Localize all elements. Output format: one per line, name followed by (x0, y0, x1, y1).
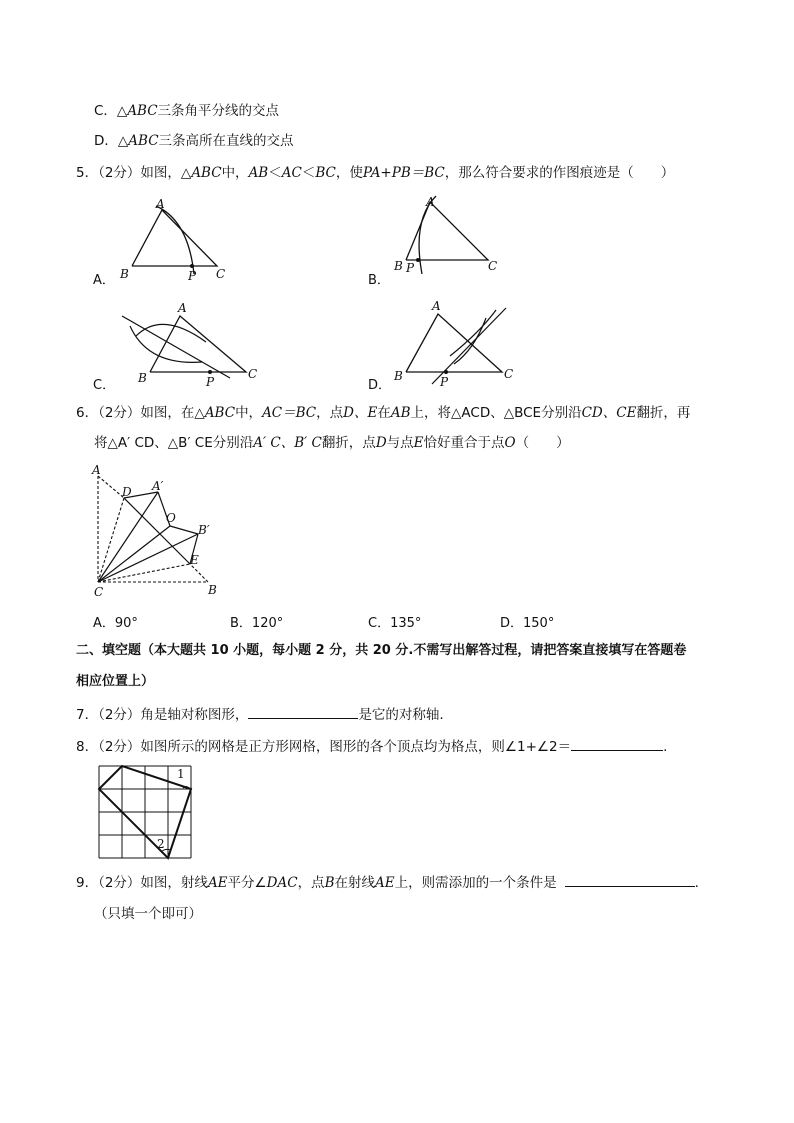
q4-d-tri: ABC (128, 133, 159, 149)
q4-c-tri: ABC (127, 103, 158, 119)
q9-ae2: AE (374, 875, 395, 891)
q5-stem (76, 163, 674, 183)
q7-before: 7．（2分）角是轴对称图形， (76, 707, 249, 723)
q6-label-d: D (122, 485, 132, 499)
q4-option-d (94, 131, 294, 151)
q6-l1-de: D、E (343, 405, 378, 421)
q9-c: ，点 (297, 875, 325, 891)
q5a-label-b: B (120, 267, 129, 281)
q6-l2d: D (375, 435, 387, 451)
q6-l2g: 恰好重合于点 (423, 435, 505, 451)
q6-choice-d[interactable]: D．150° (500, 616, 555, 631)
q5c-bisector (122, 316, 230, 378)
q6-l2a: 将△A′ CD、△B′ CE分别沿 (94, 435, 254, 451)
q6-label-e: E (190, 553, 199, 567)
q5-option-d-label[interactable]: D． (368, 378, 392, 393)
q6-l2e: 与点 (386, 435, 414, 451)
q5b-label-c: C (488, 259, 498, 273)
q6-l1-ab: AB (390, 405, 411, 421)
q4-d-text: 三条高所在直线的交点 (158, 133, 294, 149)
q5-number: 5．（2分）如图，△ (76, 165, 192, 181)
q6-figure (90, 460, 230, 600)
q5c-label-b: B (138, 371, 147, 385)
q5-option-a-label[interactable]: A． (93, 273, 115, 288)
q9-b: 平分∠ (227, 875, 267, 891)
q6-l1d: 在 (377, 405, 391, 421)
q5d-label-p: P (440, 375, 449, 389)
q9-answer-blank[interactable] (565, 872, 695, 887)
q8-after: . (663, 739, 668, 755)
q5a-triangle (132, 210, 217, 266)
q5-ac: AC (281, 165, 302, 181)
q5d-label-c: C (504, 367, 514, 381)
q5-figure-c (118, 298, 278, 388)
q6-ce-dashed (98, 564, 190, 582)
q9-d: 在射线 (334, 875, 375, 891)
q6-label-a: A (92, 463, 101, 477)
q6-stem-line2 (94, 433, 570, 453)
q9-dac: DAC (266, 875, 298, 891)
q7-after: 是它的对称轴. (358, 707, 444, 723)
q6-l1-cd: CD、CE (581, 405, 637, 421)
q9-ae: AE (207, 875, 228, 891)
q5c-point-p (208, 370, 212, 374)
q5c-label-a: A (178, 301, 187, 315)
q6-l1-tri: ABC (204, 405, 236, 421)
q6-ob-prime (170, 526, 198, 534)
q5-option-b-label[interactable]: B． (368, 273, 390, 288)
q7-stem (76, 704, 444, 725)
q5-cond: PA+PB＝BC (362, 165, 445, 181)
section2-heading-line1: 二、填空题（本大题共 10 小题，每小题 2 分，共 20 分.不需写出解答过程，请把答案直接填写在答题卷 (76, 643, 687, 658)
q6-ad-dashed (98, 476, 124, 498)
q5b-label-a: A (426, 195, 435, 209)
q8-stem (76, 736, 667, 757)
q5b-label-b: B (394, 259, 403, 273)
q5-mid1: 中， (221, 165, 249, 181)
q6-stem-line1 (76, 403, 690, 423)
q5b-triangle (406, 202, 488, 260)
q6-l1e: 上，将△ACD、△BCE分别沿 (410, 405, 582, 421)
q4-d-label: D．△ (94, 133, 129, 149)
q5a-point-p (190, 264, 194, 268)
q8-answer-blank[interactable] (571, 736, 663, 751)
q5b-label-p: P (406, 261, 415, 275)
q6-l1-eq: AC＝BC (262, 405, 317, 421)
q5a-arc (156, 206, 194, 274)
q6-l2f: E (413, 435, 424, 451)
q9-pb: B (324, 875, 335, 891)
q6-l1b: 中， (235, 405, 263, 421)
q6-choice-b[interactable]: B．120° (230, 616, 284, 631)
q6-label-o: O (166, 511, 176, 525)
q6-label-c: C (94, 585, 104, 599)
q4-c-label: C．△ (94, 103, 128, 119)
q5-lt1: ＜ (268, 165, 282, 181)
q5c-label-p: P (206, 375, 215, 389)
q5-figure-b (390, 192, 530, 287)
q5-tail: ，那么符合要求的作图痕迹是（ ） (444, 165, 675, 181)
q9-e: 上，则需添加的一个条件是 (394, 875, 557, 891)
q8-angle2-label: 2 (157, 837, 165, 851)
q4-c-text: 三条角平分线的交点 (157, 103, 280, 119)
q6-l2i: （ ） (515, 435, 570, 451)
q6-l1a: 6．（2分）如图，在△ (76, 405, 205, 421)
q9-a: 9．（2分）如图，射线 (76, 875, 208, 891)
q6-l1c: ，点 (316, 405, 344, 421)
q5-mid2: ，使 (335, 165, 363, 181)
q6-l2b: A′ C、B′ C (253, 435, 322, 451)
q5a-label-c: C (216, 267, 226, 281)
q6-choice-c[interactable]: C．135° (368, 616, 422, 631)
q6-oc (98, 526, 170, 582)
q5-bc: BC (315, 165, 336, 181)
q5-ab: AB (248, 165, 269, 181)
q6-choice-a[interactable]: A．90° (93, 616, 138, 631)
q7-answer-blank[interactable] (248, 704, 358, 719)
section2-heading-line2: 相应位置上） (76, 674, 155, 689)
q6-label-b-prime: B′ (198, 523, 210, 537)
q6-l2c: 翻折，点 (321, 435, 376, 451)
q5-tri: ABC (191, 165, 222, 181)
q9-after: . (694, 875, 699, 891)
q5a-label-a: A (156, 197, 165, 211)
q6-l1f: 翻折，再 (636, 405, 691, 421)
q6-label-a-prime: A′ (152, 479, 164, 493)
q5d-label-a: A (432, 299, 441, 313)
q8-before: 8．（2分）如图所示的网格是正方形网格，图形的各个顶点均为格点，则∠1+∠2＝ (76, 739, 572, 755)
q6-l2h: O (504, 435, 516, 451)
q5-figure-d (392, 298, 532, 388)
q4-option-c (94, 101, 279, 121)
q5d-arc1 (450, 310, 496, 356)
q6-label-b: B (208, 583, 217, 597)
q6-cd-dashed (98, 498, 124, 582)
q5a-label-p: P (188, 269, 197, 283)
q5d-point-p (444, 370, 448, 374)
q5b-point-p (416, 258, 420, 262)
q5-lt2: ＜ (301, 165, 316, 181)
q9-note: （只填一个即可） (94, 906, 202, 922)
q8-grid-figure (99, 766, 195, 862)
q8-angle1-label: 1 (177, 767, 185, 781)
q5-figure-a (112, 198, 252, 288)
q9-stem (76, 872, 699, 893)
q5d-label-b: B (394, 369, 403, 383)
q5-option-c-label[interactable]: C． (93, 378, 116, 393)
q6-a-prime-c (98, 492, 158, 582)
q6-b-prime-c (98, 534, 198, 582)
q5c-label-c: C (248, 367, 258, 381)
